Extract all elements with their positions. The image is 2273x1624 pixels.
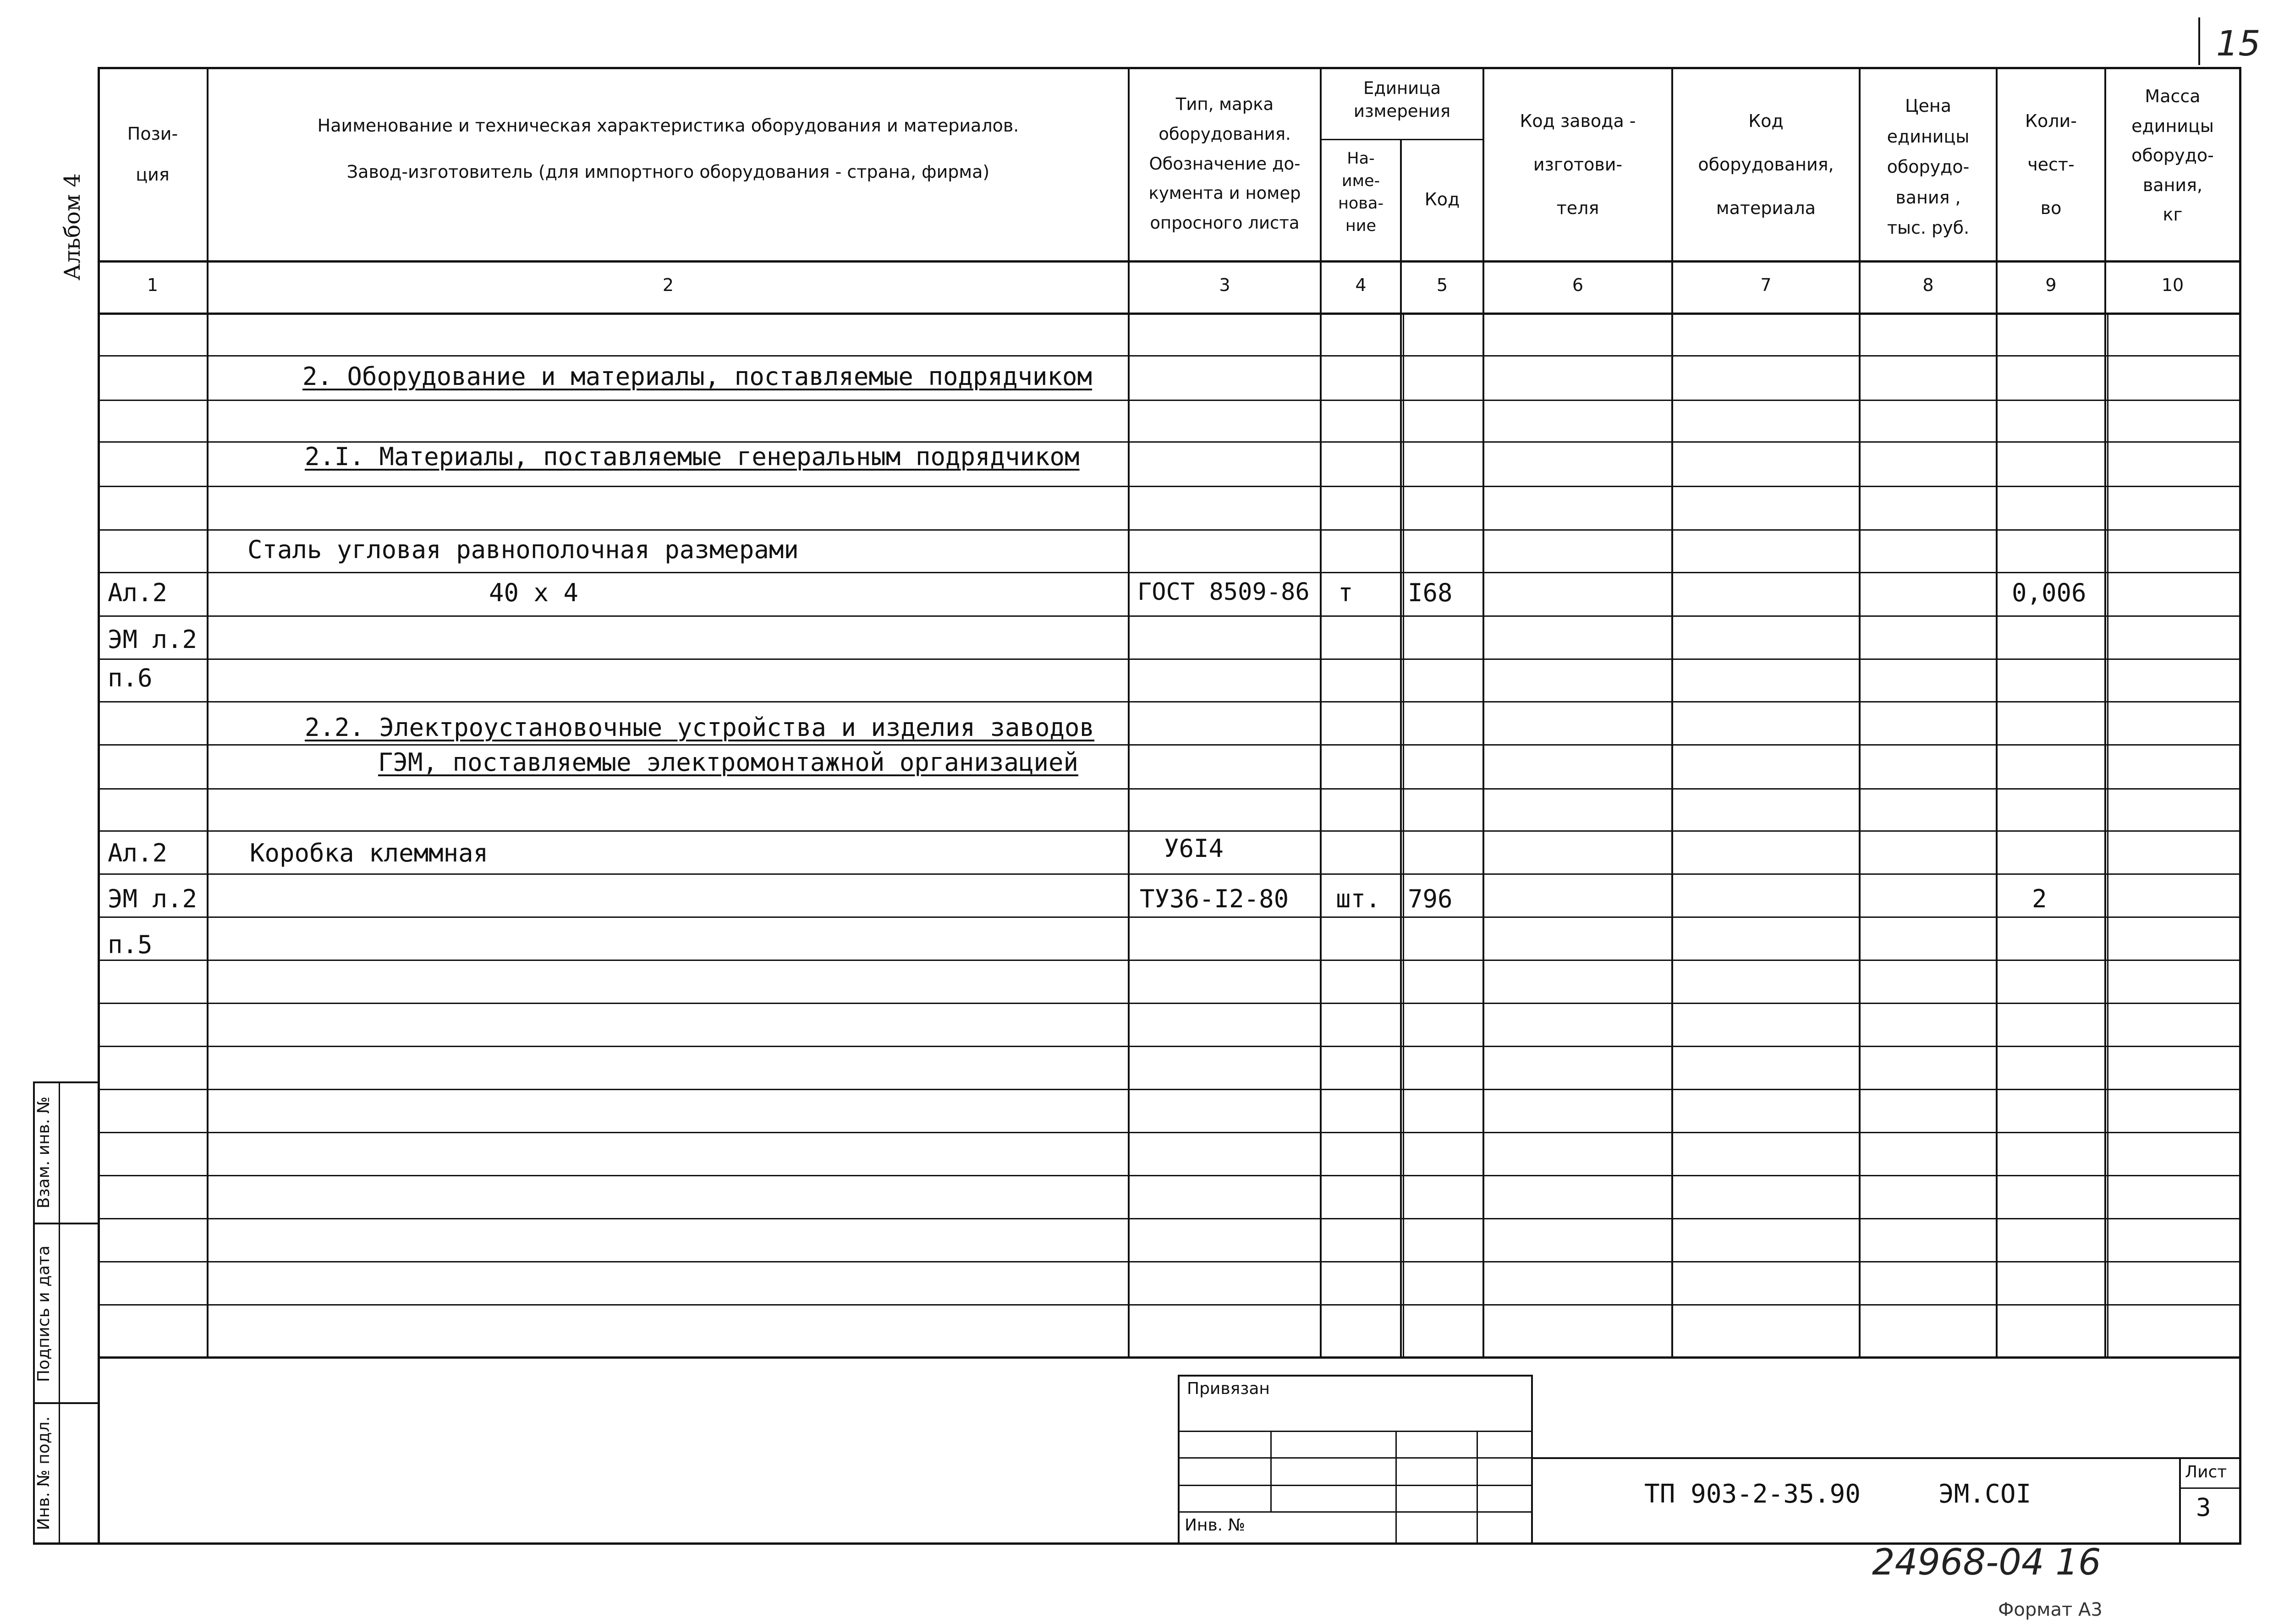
sheet-code: ЭМ.СОI [1938,1479,2031,1509]
col-number-3: 3 [1219,275,1230,295]
section-2-heading: 2. Оборудование и материалы, поставляемые подрядчиком [302,362,1093,391]
stamp-vzam-inv: Взам. инв. № [34,1096,53,1209]
header-col9: Коли- чест- во [2025,111,2077,218]
header-col3: Тип, марка оборудования. Обозначение до- кумента и номер опросного листа [1148,94,1301,233]
col-number-9: 9 [2045,275,2057,295]
header-col4: На- име- нова- ние [1338,149,1384,235]
stamp-inv-podl: Инв. № подл. [34,1416,53,1531]
item2-qty: 2 [2032,884,2047,913]
header-col1: Пози- ция [127,124,178,185]
col-number-7: 7 [1760,275,1772,295]
item1-qty: 0,006 [2012,578,2086,607]
header-unit-group: Единица измерения [1353,78,1451,121]
item1-doc: ГОСТ 8509-86 [1137,578,1310,606]
stamp-podpis-data: Подпись и дата [34,1245,53,1383]
item1-name: Сталь угловая равнополочная размерами [247,535,799,564]
stamp-inv-no: Инв. № [1185,1516,1246,1535]
stamp-privyazan: Привязан [1187,1379,1270,1398]
col-number-1: 1 [147,275,159,295]
sheet-corner-number: 15 [2216,23,2261,64]
list-number: 3 [2196,1493,2211,1522]
item2-unit: шт. [1336,884,1381,913]
item1-pos-3: п.6 [108,664,153,692]
item2-pos-1: Ал.2 [108,839,168,867]
corner-tick [2198,17,2200,65]
list-label: Лист [2185,1463,2227,1481]
item1-size: 40 х 4 [489,578,579,607]
item2-pos-3: п.5 [108,930,153,959]
col-number-4: 4 [1355,275,1367,295]
section-2-1-heading: 2.I. Материалы, поставляемые генеральным подрядчиком [305,442,1080,471]
item2-code: 796 [1408,884,1453,913]
item2-pos-2: ЭМ л.2 [108,884,198,913]
item2-name: Коробка клеммная [250,839,489,867]
col-number-8: 8 [1922,275,1934,295]
item1-code: I68 [1408,578,1453,607]
header-col7: Код оборудования, материала [1698,111,1834,218]
album-label: Альбом 4 [60,173,85,280]
item1-pos-1: Ал.2 [108,578,168,607]
col-number-5: 5 [1436,275,1448,295]
doc-code: ТП 903-2-35.90 [1644,1479,1861,1509]
item1-unit: т [1338,578,1353,607]
format-label: Формат А3 [1998,1599,2103,1620]
archive-number: 24968-04 16 [1872,1542,2101,1583]
col-number-6: 6 [1572,275,1584,295]
section-2-2-heading-line1: 2.2. Электроустановочные устройства и изделия заводов [305,713,1095,742]
section-2-2-heading-line2: ГЭМ, поставляемые электромонтажной организацией [378,748,1079,777]
header-col5: Код [1424,189,1460,209]
item2-type: У6I4 [1164,834,1224,863]
header-col8: Цена единицы оборудо- вания , тыс. руб. [1887,96,1970,238]
item2-doc: ТУ36-I2-80 [1140,884,1289,913]
col-number-2: 2 [662,275,674,295]
header-col2: Наименование и техническая характеристика оборудования и материалов. Завод-изготовитель (для импортного оборудования - страна, фирма) [317,115,1019,182]
header-col6: Код завода - изготови- теля [1520,111,1636,218]
item1-pos-2: ЭМ л.2 [108,625,198,654]
header-col10: Масса единицы оборудо- вания, кг [2131,86,2214,225]
col-number-10: 10 [2161,275,2184,295]
